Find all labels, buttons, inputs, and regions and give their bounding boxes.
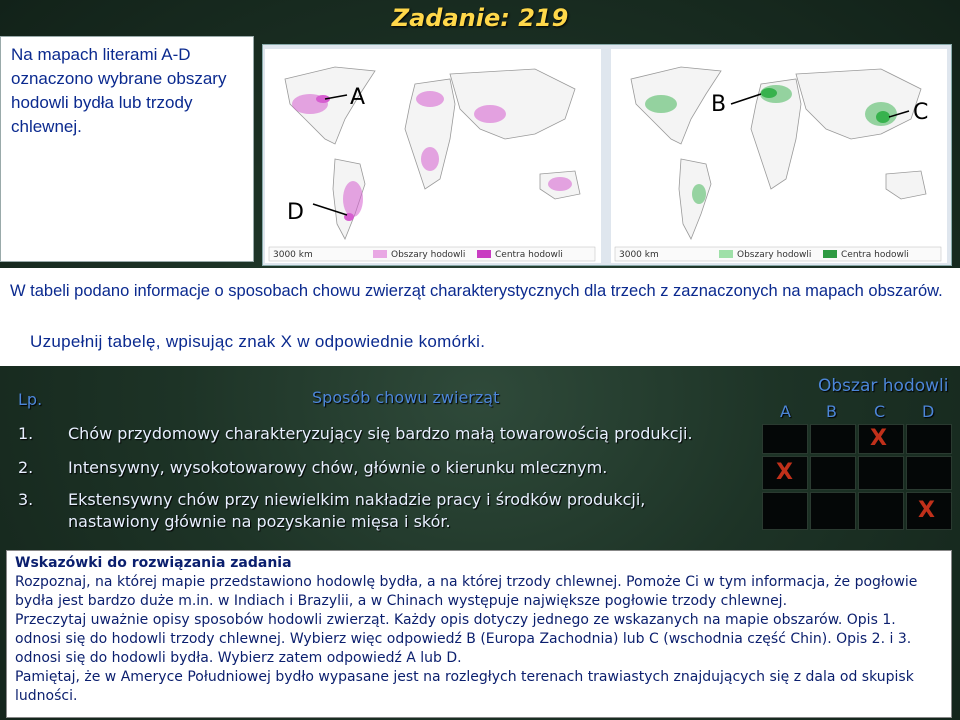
map-letter-d: D	[287, 200, 304, 225]
asia	[796, 69, 921, 139]
scale-label: 3000 km	[619, 250, 659, 260]
hint-line: Przeczytaj uważnie opisy sposobów hodowli zwierząt. Każdy opis dotyczy jednego ze wskazanych na mapie obszarów. Opis 1.	[15, 612, 896, 628]
header-letter-d: D	[922, 402, 935, 421]
asia	[450, 69, 575, 139]
cell-2-d[interactable]	[906, 456, 952, 490]
answer-table	[0, 374, 960, 544]
map-letter-c: C	[913, 100, 929, 125]
row3-lp: 3.	[18, 490, 34, 509]
pigs-map	[611, 49, 947, 263]
cattle-map-svg	[265, 49, 601, 263]
pig-center-b	[761, 88, 777, 98]
australia	[886, 171, 926, 199]
pig-area	[645, 95, 677, 113]
cell-1-a[interactable]	[762, 424, 808, 454]
intro-text: Na mapach literami A-D oznaczono wybrane obszary hodowli bydła lub trzody chlewnej.	[11, 45, 227, 136]
cell-2-b[interactable]	[810, 456, 856, 490]
cattle-area	[343, 181, 363, 217]
header-letter-c: C	[874, 402, 886, 421]
row3-text-line1: Ekstensywny chów przy niewielkim nakładzie pracy i środków produkcji,	[68, 490, 646, 509]
row3-text-line2: nastawiony głównie na pozyskanie mięsa i skór.	[68, 512, 451, 531]
maps-panel	[262, 44, 952, 266]
header-lp: Lp.	[18, 390, 43, 409]
legend-center: Centra hodowli	[495, 250, 563, 260]
pig-area	[692, 184, 706, 204]
cell-3-c[interactable]	[858, 492, 904, 530]
cell-2-c[interactable]	[858, 456, 904, 490]
cattle-area	[421, 147, 439, 171]
cell-1-b[interactable]	[810, 424, 856, 454]
legend-area: Obszary hodowli	[737, 250, 812, 260]
map-letter-a: A	[350, 85, 366, 110]
hint-line: Pamiętaj, że w Ameryce Południowej bydło wypasane jest na rozległych terenach trawiastych znajdujących się z dala od skupisk	[15, 669, 914, 685]
cell-1-d[interactable]	[906, 424, 952, 454]
row2-text: Intensywny, wysokotowarowy chów, głównie o kierunku mlecznym.	[68, 458, 608, 477]
header-area: Obszar hodowli	[818, 376, 949, 396]
cell-3-b[interactable]	[810, 492, 856, 530]
hint-line: odnosi się do hodowli bydła. Wybierz zatem odpowiedź A lub D.	[15, 650, 462, 666]
intro-box	[0, 36, 254, 262]
row2-lp: 2.	[18, 458, 34, 477]
hint-line: odnosi się do hodowli trzody chlewnej. Wybierz więc odpowiedź B (Europa Zachodnia) lub C (wschodnia część Chin). Opis 2. i 3.	[15, 631, 912, 647]
scale-label: 3000 km	[273, 250, 313, 260]
hint-line: ludności.	[15, 688, 78, 704]
answer-mark-row3: X	[918, 498, 935, 523]
pig-center-c	[876, 111, 890, 123]
cattle-area	[416, 91, 444, 107]
hint-box	[6, 550, 952, 718]
answer-mark-row1: X	[870, 426, 887, 451]
hint-line: Rozpoznaj, na której mapie przedstawiono hodowlę bydła, a na której trzody chlewnej. Pomoże Ci w tym informacja, że pogłowie	[15, 574, 918, 590]
hint-title: Wskazówki do rozwiązania zadania	[15, 555, 292, 571]
map-letter-b: B	[711, 92, 727, 117]
row1-lp: 1.	[18, 424, 34, 443]
hint-line: bydła jest bardzo duże m.in. w Indiach i Brazylii, a w Chinach występuje największe pogłowie trzody chlewnej.	[15, 593, 788, 609]
header-method: Sposób chowu zwierząt	[312, 388, 500, 407]
header-letter-a: A	[780, 402, 791, 421]
cattle-area	[474, 105, 506, 123]
cell-3-a[interactable]	[762, 492, 808, 530]
pigs-map-svg	[611, 49, 947, 263]
task-instruction: Uzupełnij tabelę, wpisując znak X w odpowiednie komórki.	[30, 332, 486, 351]
legend-center: Centra hodowli	[841, 250, 909, 260]
task-text: W tabeli podano informacje o sposobach chowu zwierząt charakterystycznych dla trzech z zaznaczonych na mapach obszarów.	[10, 282, 943, 300]
row1-text: Chów przydomowy charakteryzujący się bardzo małą towarowością produkcji.	[68, 424, 693, 443]
header-letter-b: B	[826, 402, 837, 421]
answer-mark-row2: X	[776, 460, 793, 485]
legend-area: Obszary hodowli	[391, 250, 466, 260]
cattle-area	[548, 177, 572, 191]
cattle-map	[265, 49, 601, 263]
page-title: Zadanie: 219	[391, 4, 569, 32]
task-panel	[0, 268, 960, 366]
hint-text	[15, 573, 940, 706]
